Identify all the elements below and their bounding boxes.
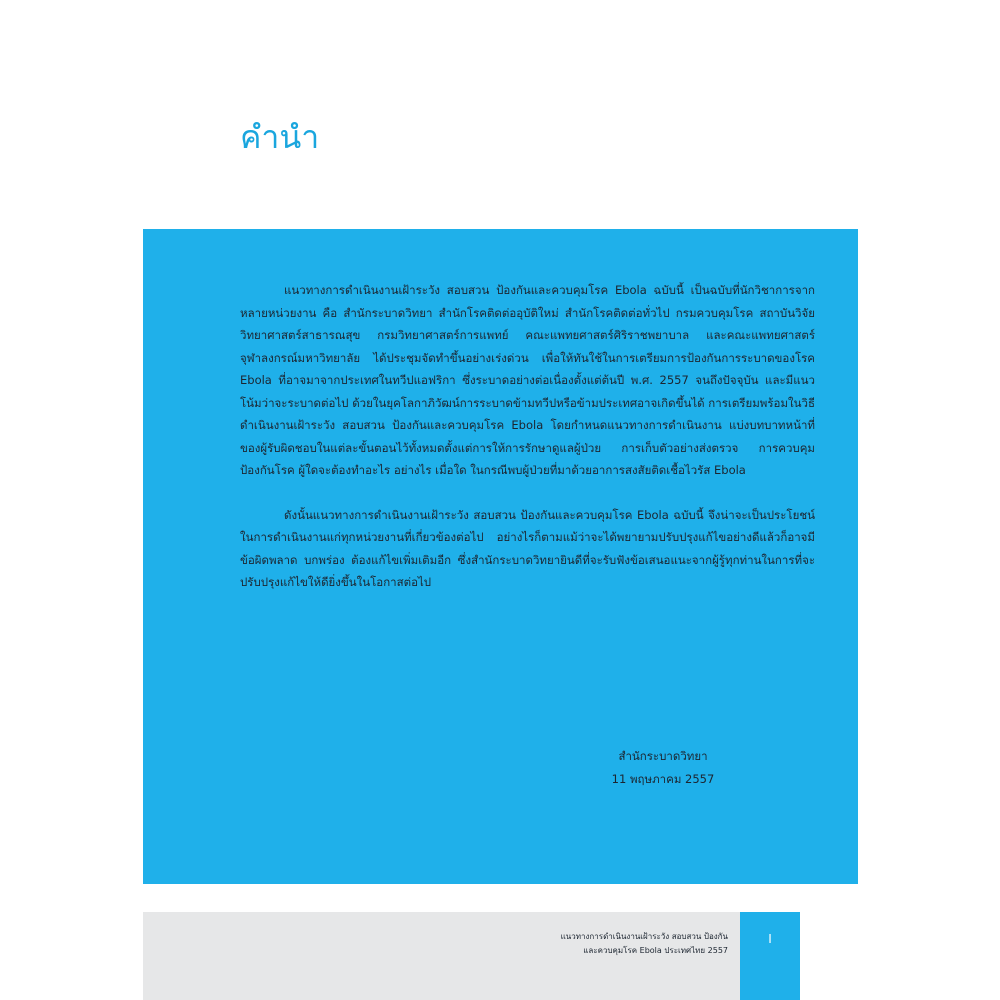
- footer-document-title: [561, 930, 728, 958]
- footer-title-line-1: แนวทางการดำเนินงานเฝ้าระวัง สอบสวน ป้องกัน: [560, 932, 728, 941]
- signature-block: [583, 745, 743, 791]
- content-panel: [143, 229, 858, 884]
- page-title: คำนำ: [240, 118, 320, 156]
- signature-date: 11 พฤษภาคม 2557: [611, 772, 715, 786]
- page-number-tab: [740, 912, 800, 1000]
- page-number: I: [768, 932, 772, 946]
- preface-paragraph-2: ดังนั้นแนวทางการดำเนินงานเฝ้าระวัง สอบสวน ป้องกันและควบคุมโรค Ebola ฉบับนี้ จึงน่าจะเป็นประโยชน์ในการดำเนินงานแก่ทุกหน่วยงานที่เกี่ยวข้องต่อไป อย่างไรก็ตามแม้ว่าจะได้พยายามปรับปรุงแก้ไขอย่างดีแล้วก็อาจมีข้อผิดพลาด บกพร่อง ต้องแก้ไขเพิ่มเติมอีก ซึ่งสำนักระบาดวิทยายินดีที่จะรับฟังข้อเสนอแนะจากผู้รู้ทุกท่านในการที่จะปรับปรุงแก้ไขให้ดียิ่งขึ้นในโอกาสต่อไป: [240, 507, 815, 589]
- footer-title-line-2: และควบคุมโรค Ebola ประเทศไทย 2557: [583, 946, 728, 955]
- preface-body: [240, 279, 815, 616]
- signature-organization: สำนักระบาดวิทยา: [618, 749, 708, 763]
- preface-paragraph-1: แนวทางการดำเนินงานเฝ้าระวัง สอบสวน ป้องกันและควบคุมโรค Ebola ฉบับนี้ เป็นฉบับที่นักวิชาการจากหลายหน่วยงาน คือ สำนักระบาดวิทยา สำนักโรคติดต่ออุบัติใหม่ สำนักโรคติดต่อทั่วไป กรมควบคุมโรค สถาบันวิจัยวิทยาศาสตร์สาธารณสุข กรมวิทยาศาสตร์การแพทย์ คณะแพทยศาสตร์ศิริราชพยาบาล และคณะแพทยศาสตร์ จุฬาลงกรณ์มหาวิทยาลัย ได้ประชุมจัดทำขึ้นอย่างเร่งด่วน เพื่อให้ทันใช้ในการเตรียมการป้องกันการระบาดของโรค Ebola ที่อาจมาจากประเทศในทวีปแอฟริกา ซึ่งระบาดอย่างต่อเนื่องตั้งแต่ต้นปี พ.ศ. 2557 จนถึงปัจจุบัน และมีแนวโน้มว่าจะระบาดต่อไป ด้วยในยุคโลกาภิวัฒน์การระบาดข้ามทวีปหรือข้ามประเทศอาจเกิดขึ้นได้ การเตรียมพร้อมในวิธีดำเนินงานเฝ้าระวัง สอบสวน ป้องกันและควบคุมโรค Ebola โดยกำหนดแนวทางการดำเนินงาน แบ่งบทบาทหน้าที่ของผู้รับผิดชอบในแต่ละขั้นตอนไว้ทั้งหมดตั้งแต่การให้การรักษาดูแลผู้ป่วย การเก็บตัวอย่างส่งตรวจ การควบคุมป้องกันโรค ผู้ใดจะต้องทำอะไร อย่างไร เมื่อใด ในกรณีพบผู้ป่วยที่มาด้วยอาการสงสัยติดเชื้อไวรัส Ebola: [240, 283, 815, 477]
- footer-bar: [143, 912, 740, 1000]
